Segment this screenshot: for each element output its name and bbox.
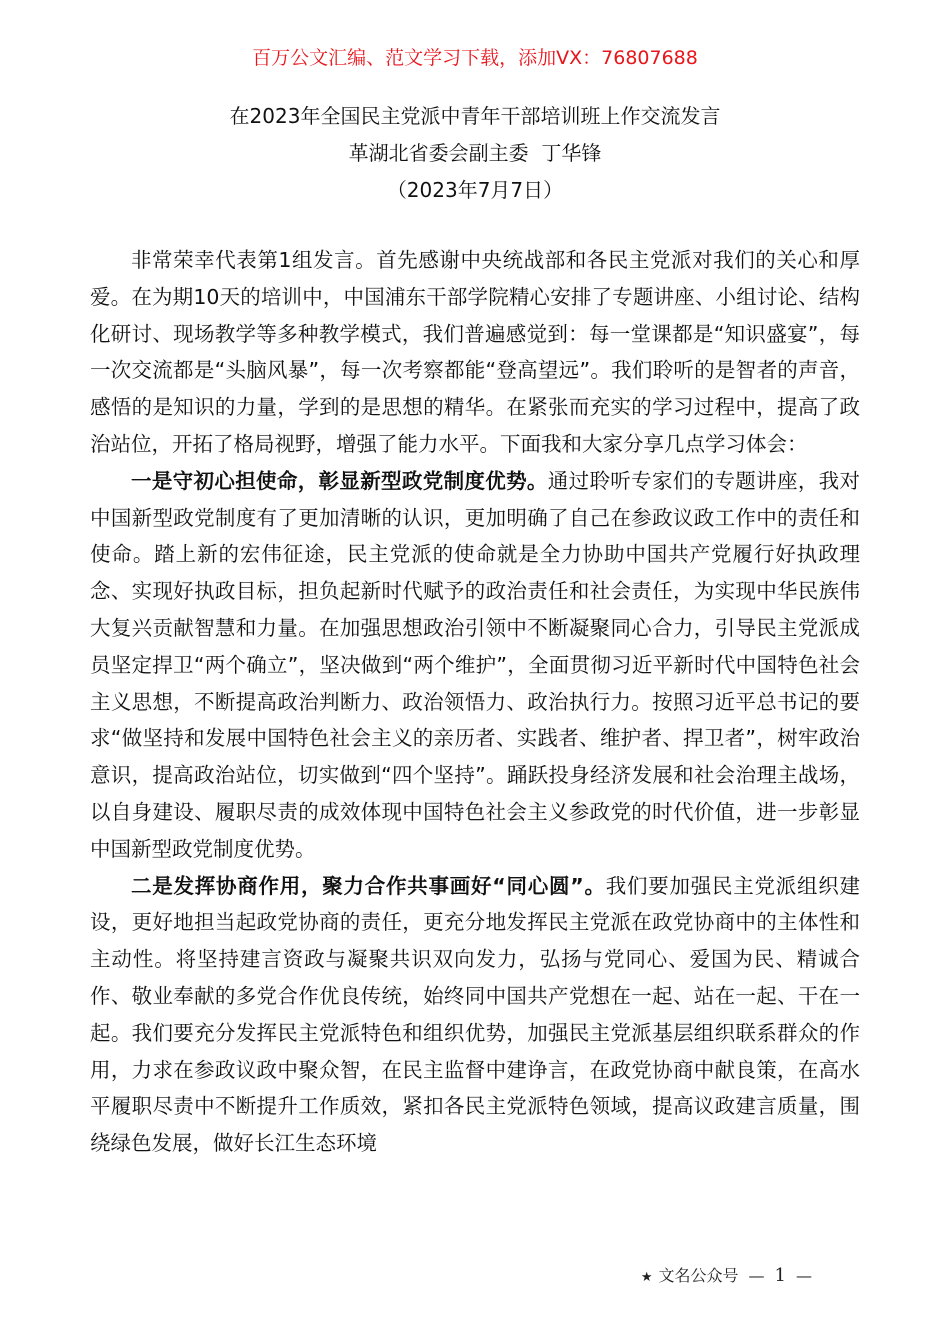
paragraph-point-one-body: 通过聆听专家们的专题讲座，我对中国新型政党制度有了更加清晰的认识，更加明确了自己在参政议政工作中的责任和使命。踏上新的宏伟征途，民主党派的使命就是全力协助中国共产党履行好执政理念、实现好执政目标，担负起新时代赋予的政治责任和社会责任，为实现中华民族伟大复兴贡献智慧和力量。在加强思想政治引领中不断凝聚同心合力，引导民主党派成员坚定捍卫“两个确立”，坚决做到“两个维护”，全面贯彻习近平新时代中国特色社会主义思想，不断提高政治判断力、政治领悟力、政治执行力。按照习近平总书记的要求“做坚持和发展中国特色社会主义的亲历者、实践者、维护者、捍卫者”，树牢政治意识，提高政治站位，切实做到“四个坚持”。踊跃投身经济发展和社会治理主战场，以自身建设、履职尽责的成效体现中国特色社会主义参政党的时代价值，进一步彰显中国新型政党制度优势。 [90, 468, 861, 861]
paragraph-point-one-heading: 一是守初心担使命，彰显新型政党制度优势。 [131, 468, 548, 493]
paragraph-intro: 非常荣幸代表第1组发言。首先感谢中央统战部和各民主党派对我们的关心和厚爱。在为期10天的培训中，中国浦东干部学院精心安排了专题讲座、小组讨论、结构化研讨、现场教学等多种教学模式，我们普遍感觉到：每一堂课都是“知识盛宴”，每一次交流都是“头脑风暴”，每一次考察都能“登高望远”。我们聆听的是智者的声音，感悟的是知识的力量，学到的是思想的精华。在紧张而充实的学习过程中，提高了政治站位，开拓了格局视野，增强了能力水平。下面我和大家分享几点学习体会： [90, 248, 860, 456]
star-icon: ★ [640, 1270, 653, 1285]
title-block [0, 98, 950, 209]
document-author: 革湖北省委会副主委 丁华锋 [348, 141, 602, 165]
paragraph-point-one [90, 463, 860, 868]
footer-dash-left: — [748, 1266, 765, 1285]
promo-banner: 百万公文汇编、范文学习下载，添加VX：76807688 [252, 47, 698, 69]
page-footer [641, 1264, 822, 1290]
paragraph-point-two-heading: 二是发挥协商作用，聚力合作共事画好“同心圆”。 [131, 873, 606, 898]
footer-dash-right: — [796, 1266, 812, 1285]
footer-source: 文名公众号 [658, 1266, 739, 1285]
document-date: （2023年7月7日） [386, 178, 564, 202]
document-body [90, 242, 860, 1162]
paragraph-point-two [90, 868, 860, 1162]
paragraph-point-two-body: 我们要加强民主党派组织建设，更好地担当起政党协商的责任，更充分地发挥民主党派在政党协商中的主体性和主动性。将坚持建言资政与凝聚共识双向发力，弘扬与党同心、爱国为民、精诚合作、敬业奉献的多党合作优良传统，始终同中国共产党想在一起、站在一起、干在一起。我们要充分发挥民主党派特色和组织优势，加强民主党派基层组织联系群众的作用，力求在参政议政中聚众智，在民主监督中建诤言，在政党协商中献良策，在高水平履职尽责中不断提升工作质效，紧扣各民主党派特色领域，提高议政建言质量，围绕绿色发展，做好长江生态环境 [90, 873, 860, 1156]
page-number: 1 [774, 1265, 786, 1286]
document-title: 在2023年全国民主党派中青年干部培训班上作交流发言 [229, 104, 721, 128]
